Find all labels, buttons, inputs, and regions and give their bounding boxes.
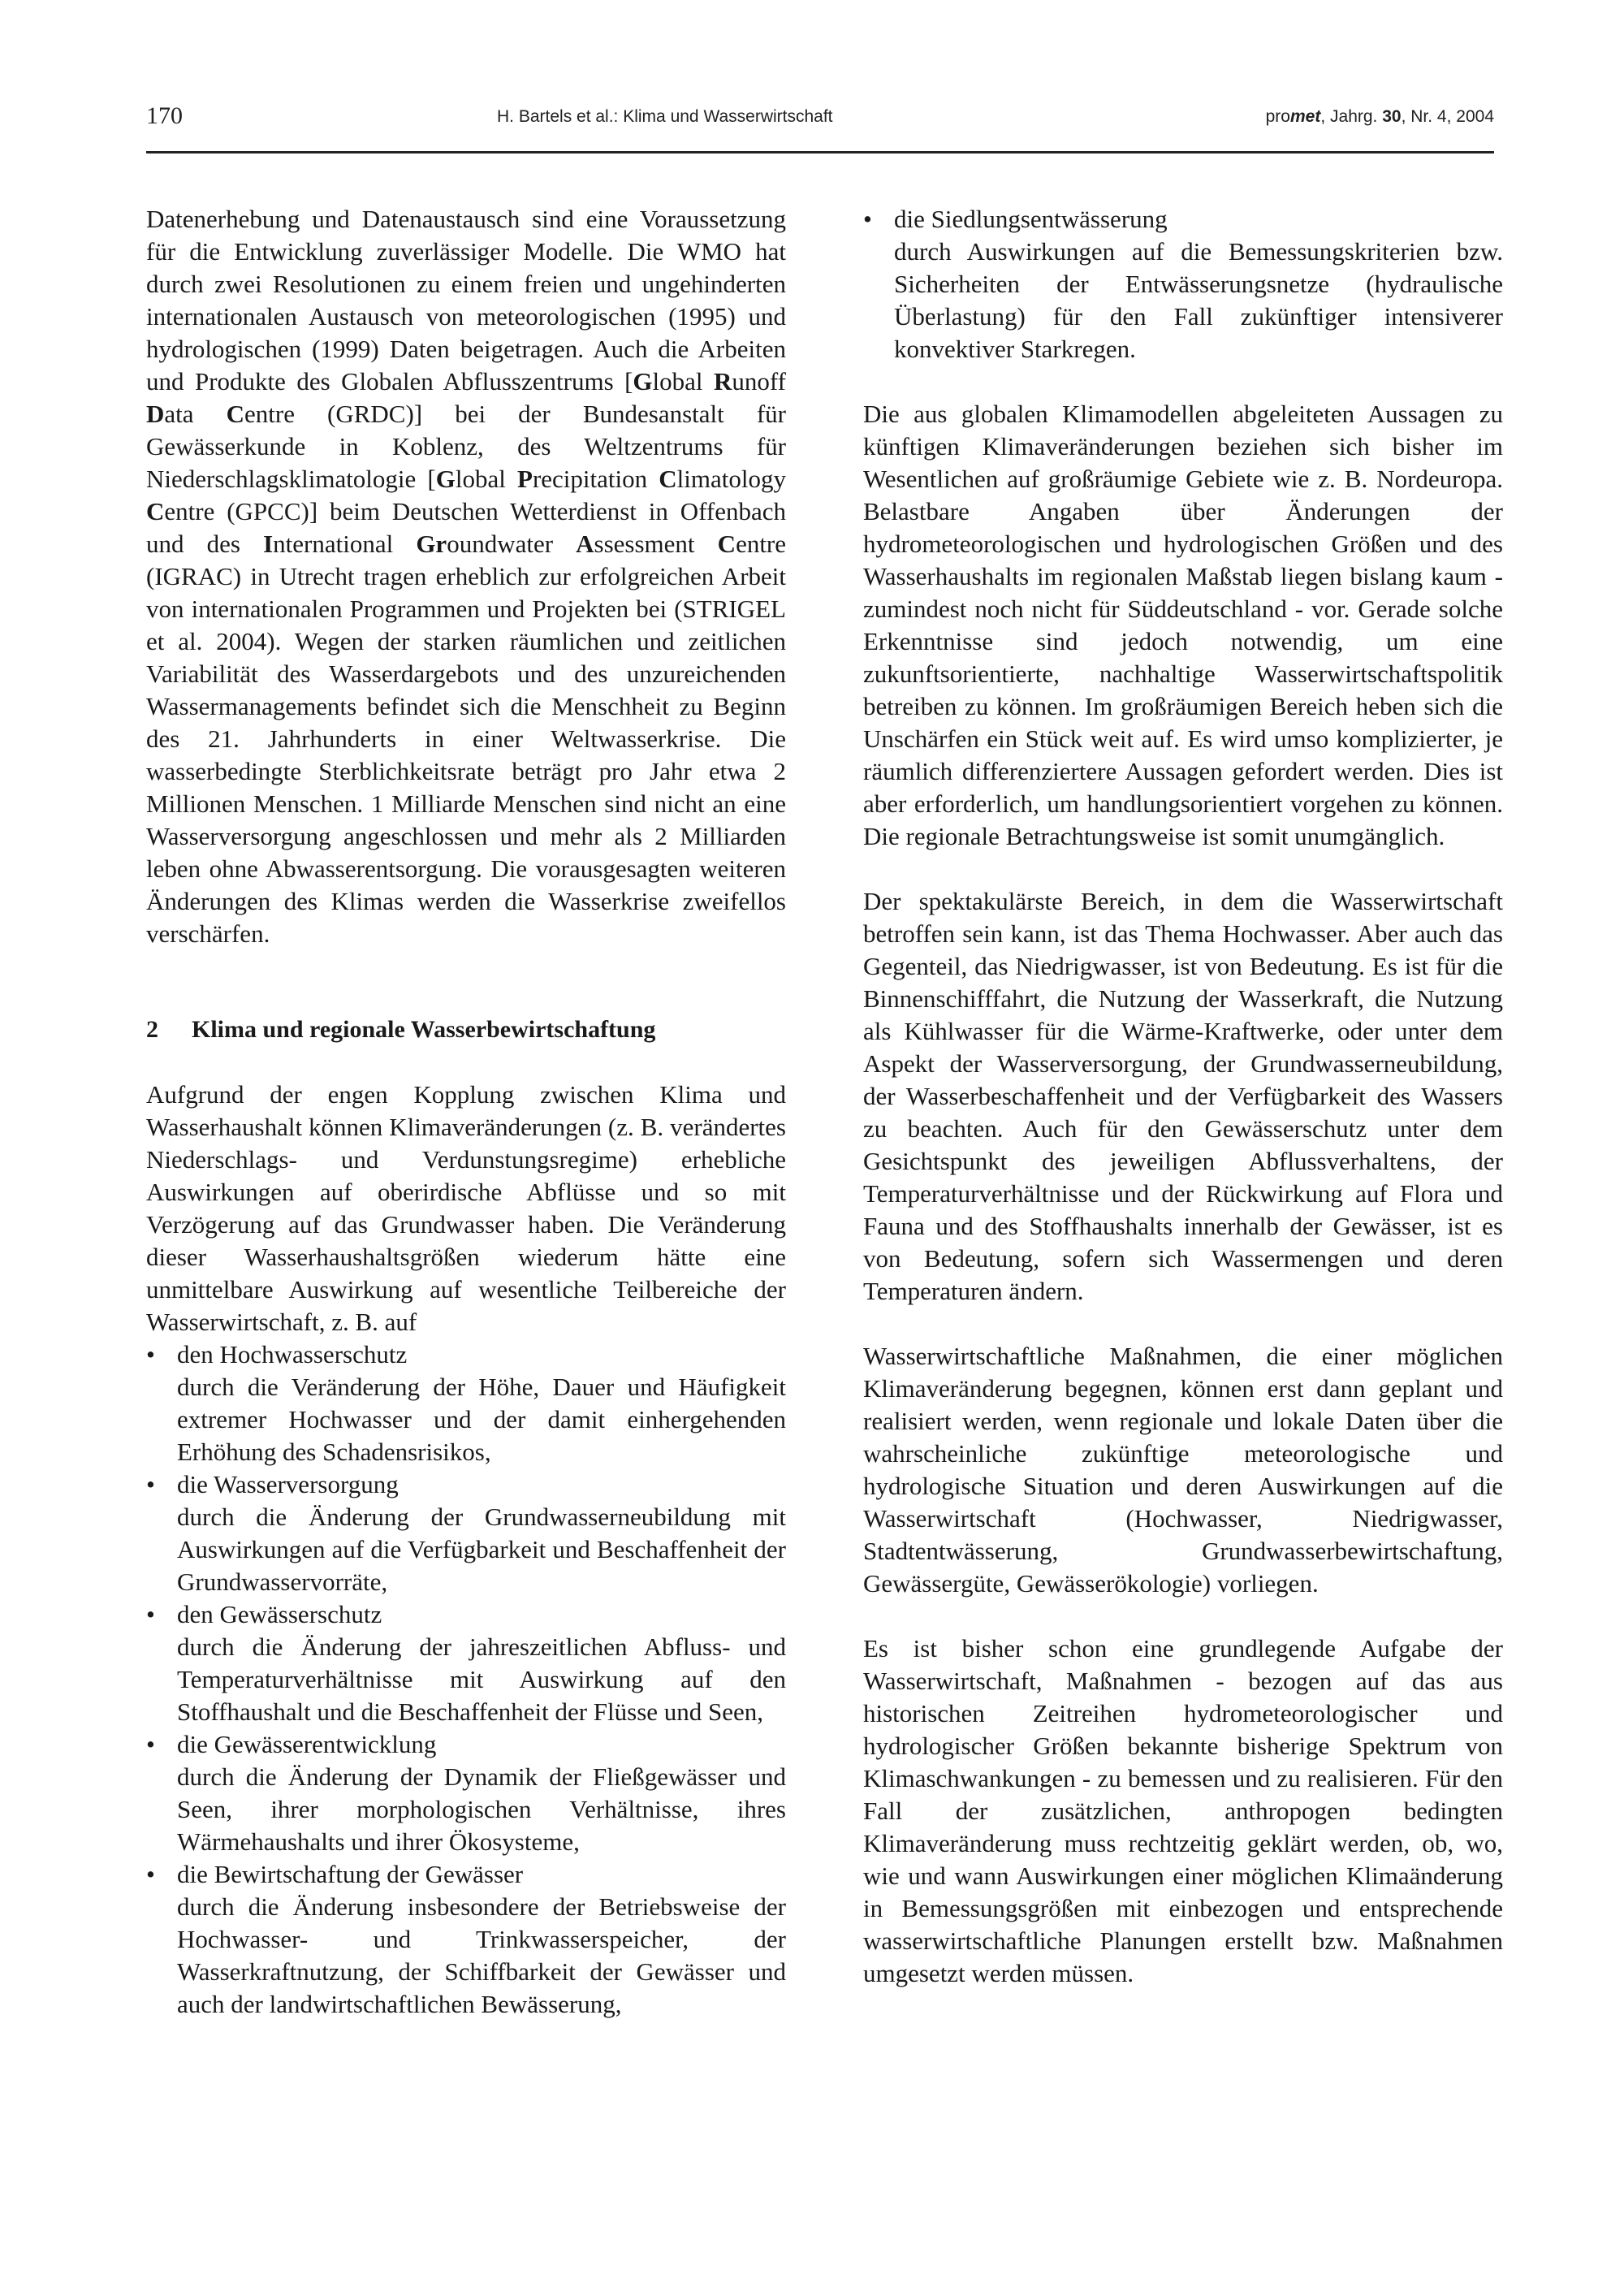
list-item-text: durch Auswirkungen auf die Bemessungskriterien bzw. Sicherheiten der Entwässerungsnetze (hydraulische Überlastung) für den Fall zukünftiger intensiverer konvektiver Starkregen. [894,237,1503,363]
paragraph-planning: Es ist bisher schon eine grundlegende Aufgabe der Wasserwirtschaft, Maßnahmen - bezogen auf das aus historischen Zeitreihen hydrometeorologischer und hydrologischer Größen bekannte bisherige Spektrum von Klimaschwankungen - zu bemessen und zu realisieren. Für den Fall der zusätzlichen, anthropogen bedingten Klimaveränderung muss rechtzeitig geklärt werden, ob, wo, wie und wann Auswirkungen einer möglichen Klimaänderung in Bemessungsgrößen mit einbezogen und entsprechende wasserwirtschaftliche Planungen erstellt bzw. Maßnahmen umgesetzt werden müssen. [863,1634,1503,1987]
bullet-icon: • [146,1860,155,1888]
running-title: H. Bartels et al.: Klima und Wasserwirtschaft [497,107,833,126]
acronym-initial: C [717,530,736,558]
journal-name-pro: pro [1265,107,1290,126]
list-item-title: die Gewässerentwicklung [177,1730,437,1758]
list-item-title: den Hochwasserschutz [177,1340,408,1369]
acronym-initial: R [714,367,732,396]
section-title: Klima und regionale Wasserbewirtschaftung [192,1016,656,1043]
text-run: unoff [732,367,786,396]
acronym-initial: C [226,400,244,428]
list-item-title: die Wasserversorgung [177,1470,399,1498]
page-header [146,102,1494,140]
paragraph-regional-scale: Die aus globalen Klimamodellen abgeleiteten Aussagen zu künftigen Klimaveränderungen beziehen sich bisher im Wesentlichen auf großräumige Gebiete wie z. B. Nordeuropa. Belastbare Angaben über Änderungen der hydrometeorologischen und hydrologischen Größen und des Wasserhaushalts im regionalen Maßstab liegen bislang kaum - zumindest noch nicht für Süddeutschland - vor. Gerade solche Erkenntnisse sind jedoch notwendig, um eine zukunftsorientierte, nachhaltige Wasserwirtschaftspolitik betreiben zu können. Im großräumigen Bereich heben sich die Unschärfen ein Stück weit auf. Es wird umso komplizierter, je räumlich differenziertere Aussagen gefordert werden. Dies ist aber erforderlich, um handlungsorientiert vorgehen zu können. Die regionale Betrachtungsweise ist somit unumgänglich. [863,400,1503,850]
text-run: lobal [455,465,518,493]
bullet-icon: • [863,205,872,233]
list-item-text: durch die Veränderung der Höhe, Dauer und Häufigkeit extremer Hochwasser und der damit einhergehenden Erhöhung des Schadensrisikos, [177,1373,786,1466]
list-item-title: die Bewirtschaftung der Gewässer [177,1860,524,1888]
acronym-initial: C [146,497,165,525]
paragraph-flood-drought: Der spektakulärste Bereich, in dem die Wasserwirtschaft betroffen sein kann, ist das Thema Hochwasser. Aber auch das Gegenteil, das Niedrigwasser, ist von Bedeutung. Es ist für die Binnenschifffahrt, die Nutzung der Wasserkraft, die Nutzung als Kühlwasser für die Wärme-Kraftwerke, oder unter dem Aspekt der Wasserversorgung, der Grundwasserneubildung, der Wasserbeschaffenheit und der Verfügbarkeit des Wassers zu beachten. Auch für den Gewässerschutz unter dem Gesichtspunkt des jeweiligen Abflussverhaltens, der Temperaturverhältnisse und der Rückwirkung auf Flora und Fauna und des Stoffhaushalts innerhalb der Gewässer, ist es von Bedeutung, sofern sich Wassermengen und deren Temperaturen ändern. [863,887,1503,1305]
paragraph-measures: Wasserwirtschaftliche Maßnahmen, die einer möglichen Klimaveränderung begegnen, können erst dann geplant und realisiert werden, wenn regionale und lokale Daten über die wahrscheinliche zukünftige meteorologische und hydrologische Situation und deren Auswirkungen auf die Wasserwirtschaft (Hochwasser, Niedrigwasser, Stadtentwässerung, Grundwasserbewirtschaftung, Gewässergüte, Gewässerökologie) vorliegen. [863,1342,1503,1598]
acronym-initial: I [263,530,274,558]
section-heading [146,1014,786,1046]
text-run: entre (IGRAC) in Utrecht tragen erheblich zur erfolgreichen Arbeit von internationalen Programmen und Projekten bei (STRIGEL et al. 2004). Wegen der starken räumlichen und zeitlichen Variabilität des Wasserdargebots und des unzureichenden Wassermanagements befindet sich die Menschheit zu Beginn des 21. Jahrhunderts in einer Weltwasserkrise. Die wasserbedingte Sterblichkeitsrate beträgt pro Jahr etwa 2 Millionen Menschen. 1 Milliarde Menschen sind nicht an eine Wasserversorgung angeschlossen und mehr als 2 Milliarden leben ohne Abwasserentsorgung. Die vorausgesagten weiteren Änderungen des Klimas werden die Wasserkrise zweifellos verschärfen. [146,530,787,948]
text-run: Datenerhebung und Datenaustausch sind eine Voraussetzung für die Entwicklung zuverlässiger Modelle. Die WMO hat durch zwei Resolutionen zu einem freien und ungehinderten internationalen Austausch von meteorologischen (1995) und hydrologischen (1999) Daten beigetragen. Auch die Arbeiten und Produkte des Globalen Abflusszentrums [ [146,205,786,396]
bullet-icon: • [146,1600,155,1628]
journal-label: , Jahrg. [1320,107,1383,126]
bullet-icon: • [146,1340,155,1369]
acronym-initial: Gr [416,530,447,558]
section-number: 2 [146,1016,158,1043]
text-run: lobal [652,367,714,396]
acronym-initial: A [576,530,594,558]
list-item-title: den Gewässerschutz [177,1600,382,1628]
list-item [146,1598,786,1728]
text-run: ata [164,400,227,428]
list-item-text: durch die Änderung der Dynamik der Fließgewässer und Seen, ihrer morphologischen Verhältnisse, ihres Wärmehaushalts und ihrer Ökosysteme, [177,1762,786,1856]
bullet-icon: • [146,1730,155,1758]
journal-issue-label: , Nr. [1401,107,1437,126]
text-run: entre (GPCC)] beim Deutschen Wetterdienst in Offenbach und des [146,497,786,558]
acronym-initial: C [659,465,677,493]
list-item [146,1338,786,1468]
acronym-initial: D [146,400,165,428]
acronym-initial: P [517,465,533,493]
text-run: nternational [273,530,417,558]
paragraph-climate-coupling: Aufgrund der engen Kopplung zwischen Klima und Wasserhaushalt können Klimaveränderungen (z. B. verändertes Niederschlags- und Verdunstungsregime) erhebliche Auswirkungen auf oberirdische Abflüsse und so mit Verzögerung auf das Grundwasser haben. Die Veränderung dieser Wasserhaushaltsgrößen wiederum hätte eine unmittelbare Auswirkung auf wesentliche Teilbereiche der Wasserwirtschaft, z. B. auf [146,1080,786,1336]
list-item [146,1728,786,1858]
acronym-initial: G [633,367,653,396]
list-item-text: durch die Änderung der jahreszeitlichen Abfluss- und Temperaturverhältnisse mit Auswirkung auf den Stoffhaushalt und die Beschaffenheit der Flüsse und Seen, [177,1632,786,1726]
paragraph-data-exchange [146,203,786,950]
list-item [863,203,1503,365]
list-item [146,1858,786,2021]
journal-name-met: met [1289,107,1321,126]
header-rule [146,151,1494,153]
text-run: entre (GRDC)] bei der Bundesanstalt für Gewässerkunde in Koblenz, des Weltzentrums für Niederschlagsklimatologie [ [146,400,786,493]
bullet-icon: • [146,1470,155,1498]
text-run: limatology [676,465,786,493]
page-number: 170 [146,102,183,129]
right-column [863,203,1503,2022]
list-item-text: durch die Änderung der Grundwasserneubildung mit Auswirkungen auf die Verfügbarkeit und Beschaffenheit der Grundwasservorräte, [177,1503,786,1596]
left-column [146,203,786,2021]
impact-list-continued [863,203,1503,365]
journal-reference [1266,107,1494,127]
text-run: ssessment [594,530,718,558]
acronym-initial: G [435,465,456,493]
list-item-text: durch die Änderung insbesondere der Betriebsweise der Hochwasser- und Trinkwasserspeicher, der Wasserkraftnutzung, der Schiffbarkeit der Gewässer und auch der landwirtschaftlichen Bewässerung, [177,1892,786,2018]
journal-volume: 30 [1382,107,1402,126]
list-item-title: die Siedlungsentwässerung [894,205,1168,233]
journal-year: , 2004 [1446,107,1494,126]
list-item [146,1468,786,1598]
journal-issue: 4 [1436,107,1447,126]
impact-list [146,1338,786,2021]
text-run: oundwater [447,530,577,558]
text-run: recipitation [532,465,659,493]
